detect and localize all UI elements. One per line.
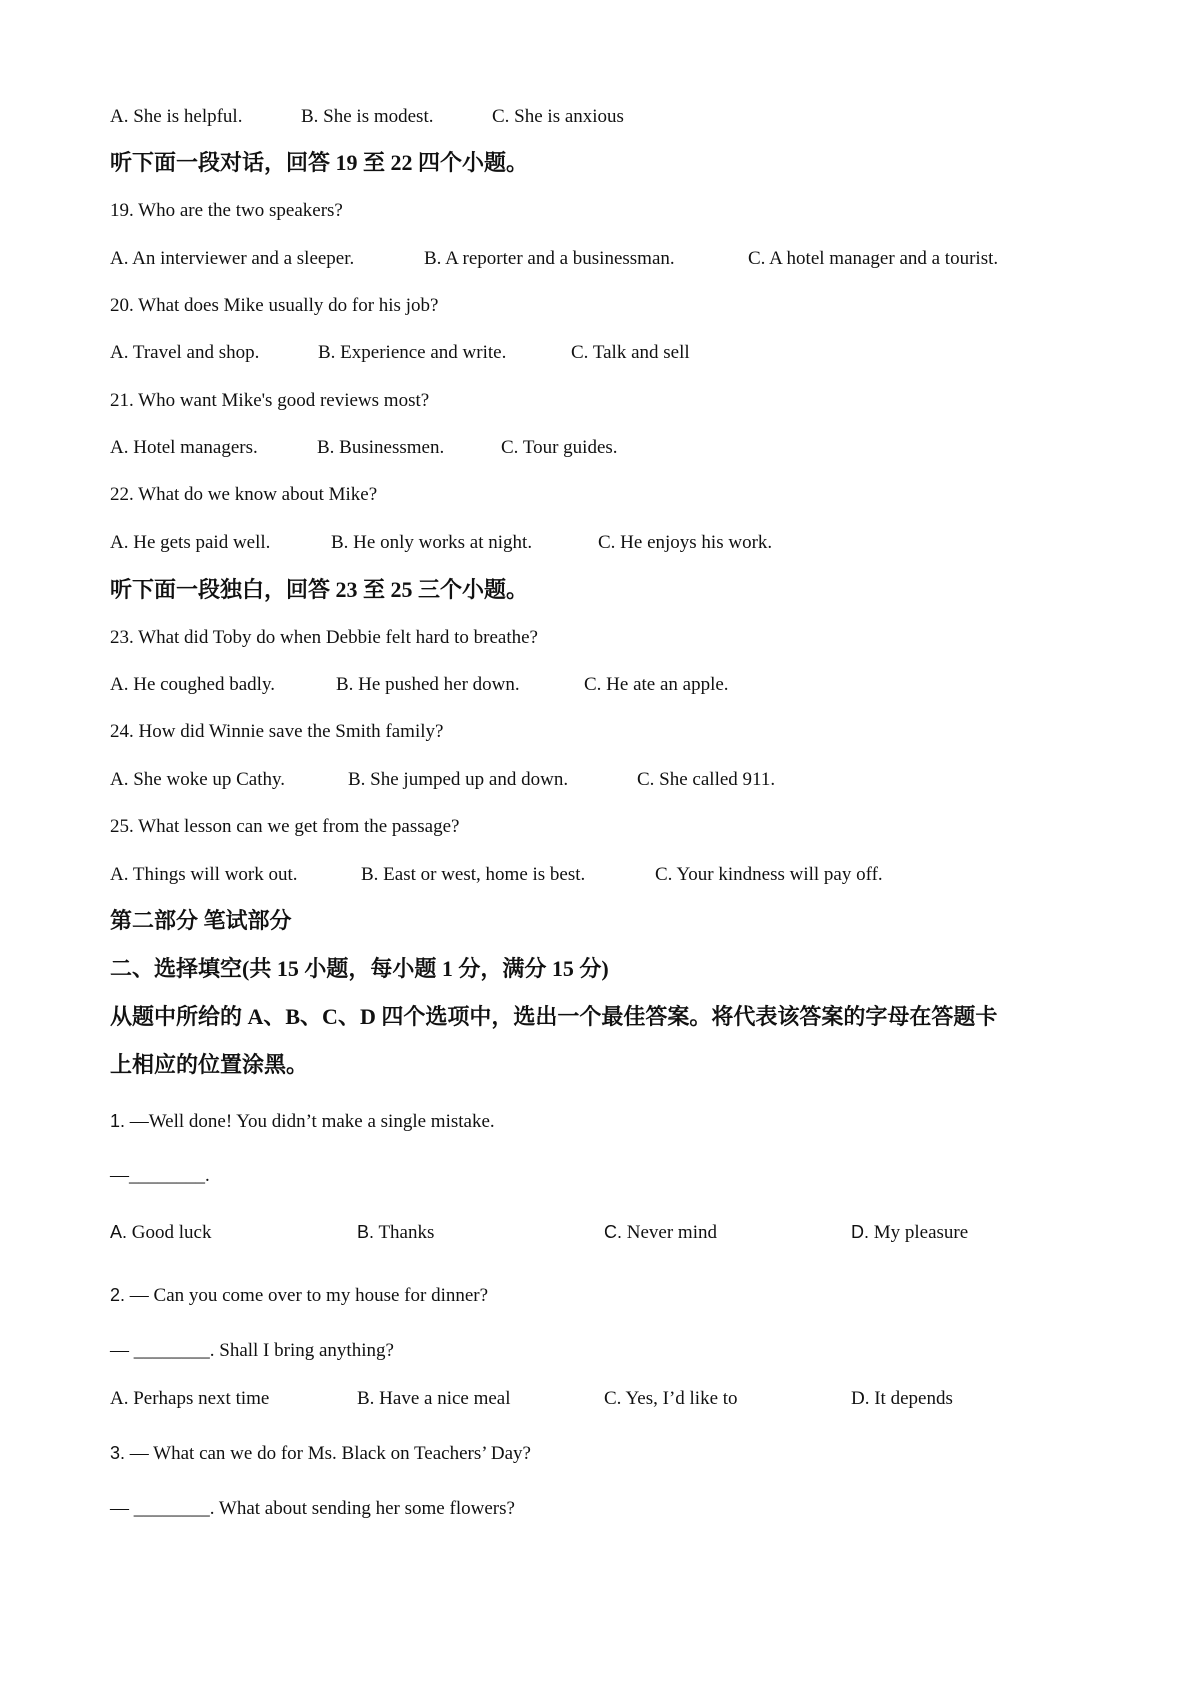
q21-option-b: B. Businessmen.	[317, 437, 445, 458]
q21-option-c: C. Tour guides.	[501, 437, 618, 458]
w1-option-b: B. Thanks	[357, 1222, 435, 1243]
q19-option-b: B. A reporter and a businessman.	[424, 248, 675, 269]
q19-stem: 19. Who are the two speakers?	[110, 200, 343, 221]
section-heading-23-25: 听下面一段独白，回答 23 至 25 三个小题。	[110, 577, 529, 602]
q18-option-b: B. She is modest.	[301, 106, 434, 127]
part2-title: 第二部分 笔试部分	[110, 908, 292, 933]
q24-option-a: A. She woke up Cathy.	[110, 769, 286, 790]
q18-option-c: C. She is anxious	[492, 106, 624, 127]
w2-option-a: A. Perhaps next time	[110, 1388, 270, 1409]
q23-option-b: B. He pushed her down.	[336, 674, 520, 695]
part2-instruction-line2: 上相应的位置涂黑。	[110, 1052, 309, 1077]
q25-option-b: B. East or west, home is best.	[361, 864, 586, 885]
w1-option-d: D. My pleasure	[851, 1222, 969, 1243]
part2-subtitle: 二、选择填空(共 15 小题，每小题 1 分，满分 15 分)	[110, 956, 609, 981]
q22-option-c: C. He enjoys his work.	[598, 532, 773, 553]
w3-stem-row	[110, 1441, 531, 1466]
q20-option-c: C. Talk and sell	[571, 342, 690, 363]
w2-reply: — ________. Shall I bring anything?	[110, 1340, 394, 1361]
w3-reply: — ________. What about sending her some flowers?	[110, 1498, 515, 1519]
q20-stem: 20. What does Mike usually do for his job?	[110, 295, 439, 316]
q23-option-a: A. He coughed badly.	[110, 674, 275, 695]
q20-option-b: B. Experience and write.	[318, 342, 507, 363]
w2-option-c: C. Yes, I’d like to	[604, 1388, 738, 1409]
q22-stem: 22. What do we know about Mike?	[110, 484, 378, 505]
q23-option-c: C. He ate an apple.	[584, 674, 729, 695]
w1-reply: —________.	[110, 1165, 210, 1186]
w3-number: 3.	[110, 1443, 126, 1463]
section-heading-19-22: 听下面一段对话，回答 19 至 22 四个小题。	[110, 150, 529, 175]
q24-stem: 24. How did Winnie save the Smith family?	[110, 721, 444, 742]
w1-option-a: A. Good luck	[110, 1222, 212, 1243]
q24-option-c: C. She called 911.	[637, 769, 776, 790]
q22-option-b: B. He only works at night.	[331, 532, 533, 553]
q22-option-a: A. He gets paid well.	[110, 532, 271, 553]
w2-stem-row	[110, 1283, 488, 1308]
w2-option-b: B. Have a nice meal	[357, 1388, 511, 1409]
q23-stem: 23. What did Toby do when Debbie felt hard to breathe?	[110, 627, 538, 648]
q25-option-c: C. Your kindness will pay off.	[655, 864, 883, 885]
w1-stem-row	[110, 1109, 495, 1134]
w1-stem: —Well done! You didn’t make a single mistake.	[129, 1111, 495, 1132]
w2-stem: — Can you come over to my house for dinner?	[129, 1285, 489, 1306]
q21-stem: 21. Who want Mike's good reviews most?	[110, 390, 430, 411]
w1-number: 1.	[110, 1111, 126, 1131]
q21-option-a: A. Hotel managers.	[110, 437, 258, 458]
q25-option-a: A. Things will work out.	[110, 864, 298, 885]
q18-option-a: A. She is helpful.	[110, 106, 243, 127]
q24-option-b: B. She jumped up and down.	[348, 769, 569, 790]
w2-number: 2.	[110, 1285, 126, 1305]
part2-instruction-line1: 从题中所给的 A、B、C、D 四个选项中，选出一个最佳答案。将代表该答案的字母在答题卡	[110, 1004, 998, 1029]
q20-option-a: A. Travel and shop.	[110, 342, 260, 363]
q25-stem: 25. What lesson can we get from the passage?	[110, 816, 460, 837]
q19-option-a: A. An interviewer and a sleeper.	[110, 248, 355, 269]
w1-option-c: C. Never mind	[604, 1222, 717, 1243]
q19-option-c: C. A hotel manager and a tourist.	[748, 248, 999, 269]
w2-option-d: D. It depends	[851, 1388, 953, 1409]
w3-stem: — What can we do for Ms. Black on Teachers’ Day?	[129, 1443, 531, 1464]
